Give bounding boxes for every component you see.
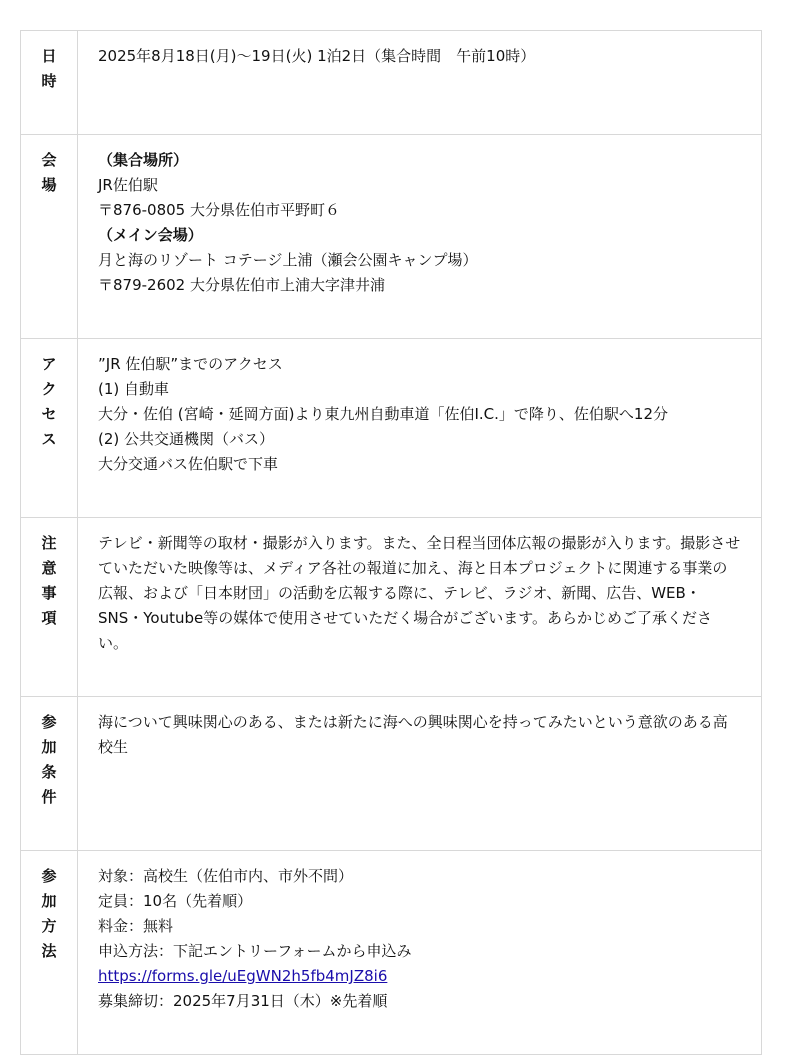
datetime-content — [78, 31, 762, 135]
row-label: 会場 — [41, 151, 57, 194]
row-label: 参加条件 — [41, 713, 57, 806]
main-venue-name: 月と海のリゾート コテージ上浦（瀬会公園キャンプ場） — [98, 251, 478, 269]
fee-line: 料金：無料 — [98, 917, 174, 935]
row-datetime — [21, 31, 762, 135]
access-line: 大分交通バス佐伯駅で下車 — [98, 455, 279, 473]
eligibility-text: 海について興味関心のある、または新たに海への興味関心を持ってみたいという意欲のある高校生 — [98, 713, 728, 756]
row-access — [21, 339, 762, 518]
row-notes — [21, 518, 762, 697]
access-line: ”JR 佐伯駅”までのアクセス — [98, 355, 283, 373]
row-how-to-join — [21, 851, 762, 1055]
row-label: 日時 — [41, 47, 57, 90]
capacity-line: 定員：10名（先着順） — [98, 892, 253, 910]
meeting-place-heading: （集合場所） — [98, 151, 189, 169]
meeting-place-address: 〒876-0805 大分県佐伯市平野町６ — [98, 201, 340, 219]
access-line: (2) 公共交通機関（バス） — [98, 430, 275, 448]
info-table — [20, 30, 762, 1055]
main-venue-heading: （メイン会場） — [98, 226, 203, 244]
meeting-place-name: JR佐伯駅 — [98, 176, 158, 194]
notes-text: テレビ・新聞等の取材・撮影が入ります。また、全日程当団体広報の撮影が入ります。撮影させていただいた映像等は、メディア各社の報道に加え、海と日本プロジェクトに関連する事業の広報、および「日本財団」の活動を広報する際に、テレビ、ラジオ、新聞、広告、WEB・SNS・Youtube等の媒体で使用させていただく場合がございます。あらかじめご了承ください。 — [98, 534, 741, 652]
application-method-line: 申込方法：下記エントリーフォームから申込み — [98, 942, 412, 960]
row-venue — [21, 135, 762, 339]
venue-content — [78, 135, 762, 339]
main-venue-address: 〒879-2602 大分県佐伯市上浦大字津井浦 — [98, 276, 385, 294]
row-label: 参加方法 — [41, 867, 57, 960]
deadline-line: 募集締切：2025年7月31日（木）※先着順 — [98, 992, 388, 1010]
entry-form-link[interactable]: https://forms.gle/uEgWN2h5fb4mJZ8i6 — [98, 967, 388, 985]
target-line: 対象：高校生（佐伯市内、市外不問） — [98, 867, 354, 885]
row-label: アクセス — [41, 355, 57, 448]
datetime-text: 2025年8月18日(月)〜19日(火) 1泊2日（集合時間 午前10時） — [98, 47, 536, 65]
access-content — [78, 339, 762, 518]
row-eligibility — [21, 697, 762, 851]
access-line: 大分・佐伯 (宮崎・延岡方面)より東九州自動車道「佐伯I.C.」で降り、佐伯駅へ12分 — [98, 405, 668, 423]
how-to-join-content — [78, 851, 762, 1055]
eligibility-content — [78, 697, 762, 851]
notes-content — [78, 518, 762, 697]
access-line: (1) 自動車 — [98, 380, 170, 398]
row-label: 注意事項 — [41, 534, 57, 627]
